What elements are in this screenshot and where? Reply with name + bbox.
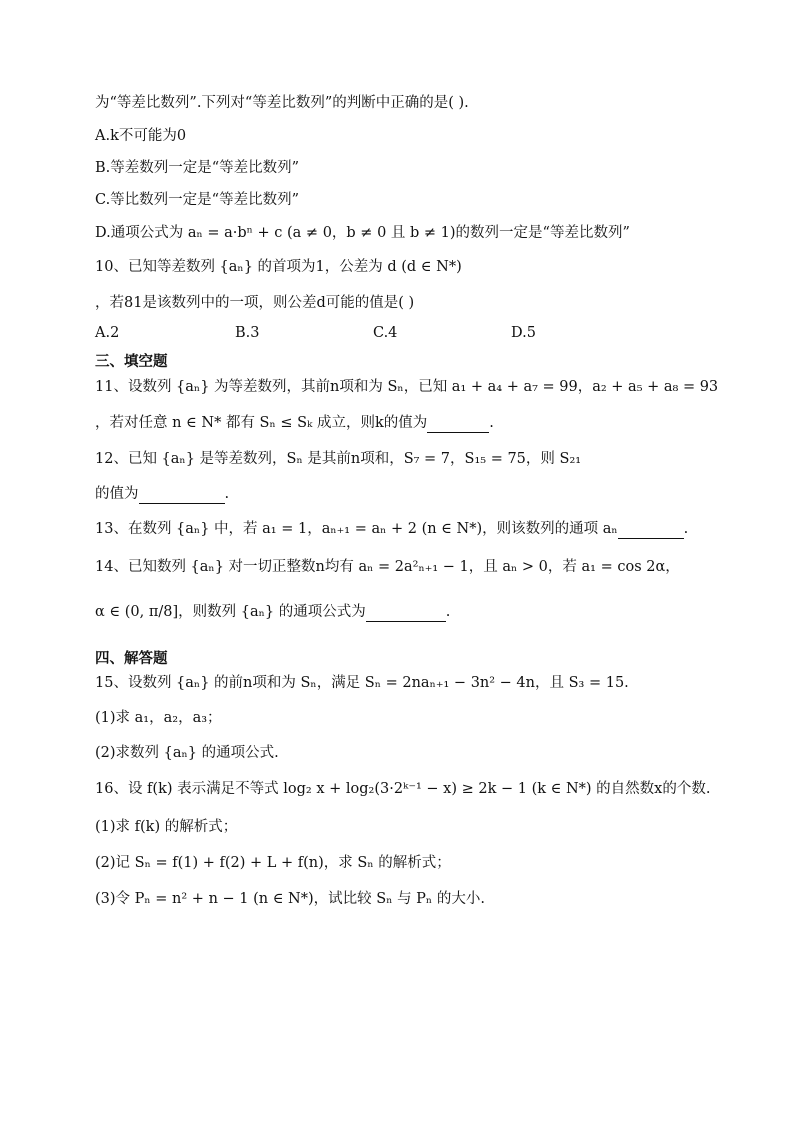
q11-line2-end: .	[489, 415, 494, 431]
q13-line	[95, 519, 734, 539]
q11-line1: 11、设数列 {aₙ} 为等差数列，其前n项和为 Sₙ，已知 a₁ + a₄ + a₇ = 99，a₂ + a₅ + a₈ = 93	[95, 379, 719, 395]
q13-answer-blank[interactable]	[618, 522, 684, 539]
q11-line2-text: ，若对任意 n ∈ N* 都有 Sₙ ≤ Sₖ 成立，则k的值为	[95, 415, 428, 431]
q14-line1: 14、已知数列 {aₙ} 对一切正整数n均有 aₙ = 2a²ₙ₊₁ − 1，且 aₙ > 0，若 a₁ = cos 2α，	[95, 559, 680, 575]
q12-line2	[95, 484, 734, 504]
q10-option-d: D.5	[511, 325, 536, 341]
q10-option-a: A.2	[95, 325, 120, 341]
q12-line2-text: 的值为	[95, 486, 139, 502]
q14-line2-text: α ∈ (0, π/8]，则数列 {aₙ} 的通项公式为	[95, 604, 366, 620]
q10-option-b: B.3	[235, 325, 260, 341]
q10-option-c: C.4	[373, 325, 398, 341]
q9-stem: 为“等差比数列”.下列对“等差比数列”的判断中正确的是( ).	[95, 95, 469, 111]
q14-line2-end: .	[445, 604, 451, 620]
q10-line1: 10、已知等差数列 {aₙ} 的首项为1，公差为 d (d ∈ N*)	[95, 259, 462, 275]
q11-line2	[95, 413, 734, 433]
q9-option-d: D.通项公式为 aₙ = a·bⁿ + c (a ≠ 0，b ≠ 0 且 b ≠ 1)的数列一定是“等差比数列”	[95, 225, 630, 241]
q15-part2: (2)求数列 {aₙ} 的通项公式.	[95, 745, 279, 761]
q9-option-c: C.等比数列一定是“等差比数列”	[95, 192, 300, 208]
q13-end: .	[683, 521, 689, 537]
q16-part1: (1)求 f(k) 的解析式；	[95, 819, 238, 835]
q16-stem: 16、设 f(k) 表示满足不等式 log₂ x + log₂(3·2ᵏ⁻¹ − x) ≥ 2k − 1 (k ∈ N*) 的自然数x的个数.	[95, 781, 711, 797]
q15-part1: (1)求 a₁，a₂，a₃；	[95, 710, 222, 726]
q10-line2: ，若81是该数列中的一项，则公差d可能的值是( )	[95, 295, 415, 311]
q11-answer-blank[interactable]	[427, 416, 489, 433]
section-heading-solutions: 四、解答题	[95, 651, 168, 667]
q16-part3: (3)令 Pₙ = n² + n − 1 (n ∈ N*)，试比较 Sₙ 与 Pₙ 的大小.	[95, 891, 485, 907]
section-heading-fill-in: 三、填空题	[95, 354, 168, 370]
q12-line1: 12、已知 {aₙ} 是等差数列，Sₙ 是其前n项和，S₇ = 7，S₁₅ = 75，则 S₂₁	[95, 451, 582, 467]
q9-option-a: A.k不可能为0	[95, 128, 187, 144]
q13-text: 13、在数列 {aₙ} 中，若 a₁ = 1，aₙ₊₁ = aₙ + 2 (n ∈ N*)，则该数列的通项 aₙ	[95, 521, 618, 537]
q12-line2-end: .	[224, 486, 230, 502]
q12-answer-blank[interactable]	[139, 487, 225, 504]
q14-answer-blank[interactable]	[366, 605, 446, 622]
q9-option-b: B.等差数列一定是“等差比数列”	[95, 160, 300, 176]
q16-part2: (2)记 Sₙ = f(1) + f(2) + L + f(n)，求 Sₙ 的解析式；	[95, 855, 451, 871]
q14-line2	[95, 602, 734, 622]
q15-stem: 15、设数列 {aₙ} 的前n项和为 Sₙ，满足 Sₙ = 2naₙ₊₁ − 3n² − 4n，且 S₃ = 15.	[95, 675, 629, 691]
